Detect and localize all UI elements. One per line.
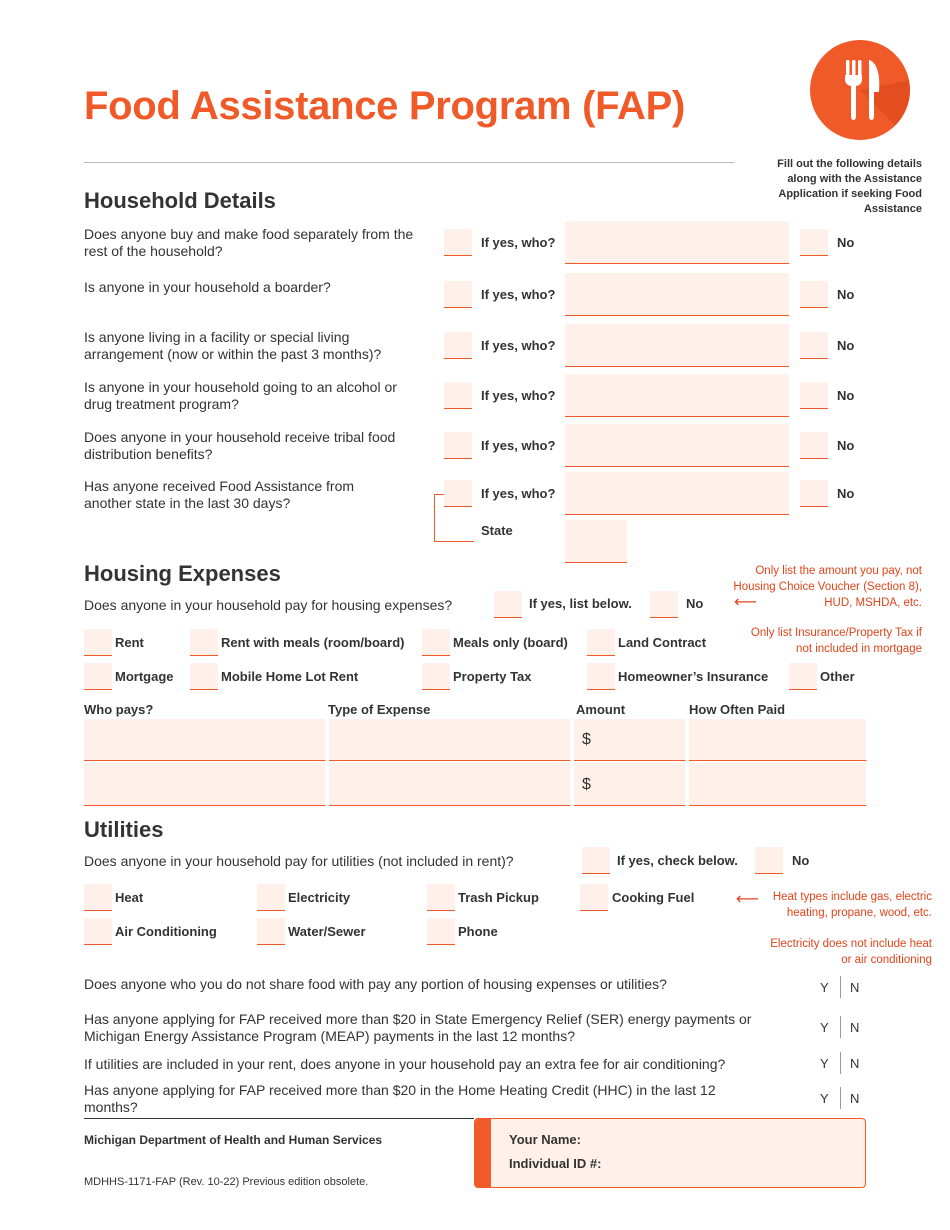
homeowners-insurance-checkbox[interactable] xyxy=(587,663,615,690)
household-q6-yes-checkbox[interactable] xyxy=(444,480,472,507)
household-q2-yes-checkbox[interactable] xyxy=(444,281,472,308)
department-name: Michigan Department of Health and Human Services xyxy=(84,1133,383,1147)
household-question-4: Is anyone in your household going to an alcohol or drug treatment program? xyxy=(84,379,397,412)
household-q5-who-field[interactable] xyxy=(565,424,789,467)
utilities-heading: Utilities xyxy=(84,817,164,842)
utilities-if-yes-label: If yes, check below. xyxy=(617,853,738,868)
your-name-label: Your Name: xyxy=(509,1132,581,1147)
individual-id-label: Individual ID #: xyxy=(509,1156,602,1171)
household-q6-who-field[interactable] xyxy=(565,472,789,515)
yes-option[interactable]: Y xyxy=(820,1091,829,1106)
housing-no-checkbox[interactable] xyxy=(650,591,678,618)
if-yes-label: If yes, who? xyxy=(481,388,556,403)
state-bracket xyxy=(434,494,436,541)
other-label: Other xyxy=(820,669,855,684)
household-question-6: Has anyone received Food Assistance from another state in the last 30 days? xyxy=(84,478,355,511)
heat-checkbox[interactable] xyxy=(84,884,112,911)
yes-option[interactable]: Y xyxy=(820,1020,829,1035)
household-q3-who-field[interactable] xyxy=(565,324,789,367)
individual-id-field[interactable] xyxy=(615,1151,855,1173)
identity-box-accent xyxy=(475,1119,491,1187)
phone-checkbox[interactable] xyxy=(427,918,455,945)
mortgage-label: Mortgage xyxy=(115,669,174,684)
rent-label: Rent xyxy=(115,635,144,650)
if-yes-label: If yes, who? xyxy=(481,338,556,353)
rent-with-meals-checkbox[interactable] xyxy=(190,629,218,656)
type-of-expense-header: Type of Expense xyxy=(328,702,431,717)
household-q1-yes-checkbox[interactable] xyxy=(444,229,472,256)
trash-pickup-label: Trash Pickup xyxy=(458,890,539,905)
mobile-home-lot-rent-label: Mobile Home Lot Rent xyxy=(221,669,359,684)
household-question-1: Does anyone buy and make food separately from the rest of the household? xyxy=(84,226,414,259)
identity-box xyxy=(474,1118,866,1188)
other-checkbox[interactable] xyxy=(789,663,817,690)
if-yes-label: If yes, who? xyxy=(481,235,556,250)
housing-question: Does anyone in your household pay for housing expenses? xyxy=(84,597,453,613)
cooking-fuel-label: Cooking Fuel xyxy=(612,890,695,905)
yn-question-3: If utilities are included in your rent, does anyone in your household pay an extra fee for air conditioning? xyxy=(84,1056,726,1072)
yn-question-2: Has anyone applying for FAP received more than $20 in State Emergency Relief (SER) energy payments or Michigan Energy Assistance Program (MEAP) payments in the last 12 months? xyxy=(84,1011,752,1044)
footer-divider xyxy=(84,1118,474,1119)
household-q4-who-field[interactable] xyxy=(565,374,789,417)
mobile-home-lot-rent-checkbox[interactable] xyxy=(190,663,218,690)
who-pays-field-2[interactable] xyxy=(84,763,326,806)
state-bracket-top xyxy=(434,494,444,495)
type-of-expense-field-2[interactable] xyxy=(329,763,571,806)
mortgage-checkbox[interactable] xyxy=(84,663,112,690)
how-often-paid-header: How Often Paid xyxy=(689,702,786,717)
utilities-no-checkbox[interactable] xyxy=(755,847,783,874)
meals-only-checkbox[interactable] xyxy=(422,629,450,656)
electricity-checkbox[interactable] xyxy=(257,884,285,911)
if-yes-label: If yes, who? xyxy=(481,438,556,453)
your-name-field[interactable] xyxy=(595,1127,855,1149)
page-title: Food Assistance Program (FAP) xyxy=(84,84,686,128)
homeowners-insurance-label: Homeowner’s Insurance xyxy=(618,669,769,684)
housing-note-insurance: Only list Insurance/Property Tax if not included in mortgage xyxy=(750,627,922,655)
land-contract-label: Land Contract xyxy=(618,635,707,650)
no-label: No xyxy=(837,287,855,302)
how-often-paid-field-2[interactable] xyxy=(689,763,867,806)
no-label: No xyxy=(837,235,855,250)
state-label: State xyxy=(481,523,513,538)
yes-option[interactable]: Y xyxy=(820,1056,829,1071)
water-sewer-checkbox[interactable] xyxy=(257,918,285,945)
housing-note-amount: Only list the amount you pay, not Housing Choice Voucher (Section 8), HUD, MSHDA, etc. xyxy=(733,565,922,609)
housing-no-label: No xyxy=(686,596,704,611)
yn-question-4: Has anyone applying for FAP received more than $20 in the Home Heating Credit (HHC) in the last 12 months? xyxy=(84,1082,716,1115)
air-conditioning-checkbox[interactable] xyxy=(84,918,112,945)
household-question-5: Does anyone in your household receive tribal food distribution benefits? xyxy=(84,429,396,462)
household-q5-yes-checkbox[interactable] xyxy=(444,432,472,459)
yn-separator xyxy=(840,1087,841,1109)
rent-checkbox[interactable] xyxy=(84,629,112,656)
yn-separator xyxy=(840,976,841,998)
fork-knife-icon xyxy=(810,40,910,140)
header-divider xyxy=(84,162,734,163)
household-q2-no-checkbox[interactable] xyxy=(800,281,828,308)
yn-question-1: Does anyone who you do not share food with pay any portion of housing expenses or utilities? xyxy=(84,976,667,992)
electricity-label: Electricity xyxy=(288,890,351,905)
property-tax-checkbox[interactable] xyxy=(422,663,450,690)
household-question-3: Is anyone living in a facility or special living arrangement (now or within the past 3 months)? xyxy=(84,329,382,362)
no-option[interactable]: N xyxy=(850,1056,860,1071)
household-q3-yes-checkbox[interactable] xyxy=(444,332,472,359)
utilities-no-label: No xyxy=(792,853,810,868)
who-pays-field-1[interactable] xyxy=(84,719,326,761)
household-q2-who-field[interactable] xyxy=(565,273,789,316)
yn-separator xyxy=(840,1016,841,1038)
arrow-left-icon: ⟵ xyxy=(736,891,759,908)
no-label: No xyxy=(837,338,855,353)
meals-only-label: Meals only (board) xyxy=(453,635,568,650)
yn-separator xyxy=(840,1052,841,1074)
currency-symbol: $ xyxy=(582,731,591,748)
electricity-note: Electricity does not include heat or air conditioning xyxy=(770,938,932,966)
no-option[interactable]: N xyxy=(850,1091,860,1106)
household-q4-no-checkbox[interactable] xyxy=(800,382,828,409)
heat-types-note: Heat types include gas, electric heating, propane, wood, etc. xyxy=(772,891,932,919)
no-option[interactable]: N xyxy=(850,980,860,995)
property-tax-label: Property Tax xyxy=(453,669,532,684)
amount-header: Amount xyxy=(576,702,626,717)
trash-pickup-checkbox[interactable] xyxy=(427,884,455,911)
arrow-left-icon: ⟵ xyxy=(734,594,757,611)
type-of-expense-field-1[interactable] xyxy=(329,719,571,761)
phone-label: Phone xyxy=(458,924,498,939)
household-question-2: Is anyone in your household a boarder? xyxy=(84,279,331,295)
yes-option[interactable]: Y xyxy=(820,980,829,995)
no-label: No xyxy=(837,388,855,403)
utilities-yes-checkbox[interactable] xyxy=(582,847,610,874)
housing-yes-checkbox[interactable] xyxy=(494,591,522,618)
if-yes-label: If yes, who? xyxy=(481,486,556,501)
utilities-question: Does anyone in your household pay for utilities (not included in rent)? xyxy=(84,853,514,869)
household-q1-who-field[interactable] xyxy=(565,221,789,264)
instructions-note: Fill out the following details along with the Assistance Application if seeking Food Assistance xyxy=(777,158,922,215)
household-q3-no-checkbox[interactable] xyxy=(800,332,828,359)
air-conditioning-label: Air Conditioning xyxy=(115,924,217,939)
no-label: No xyxy=(837,438,855,453)
household-q1-no-checkbox[interactable] xyxy=(800,229,828,256)
rent-with-meals-label: Rent with meals (room/board) xyxy=(221,635,405,650)
household-q4-yes-checkbox[interactable] xyxy=(444,382,472,409)
housing-heading: Housing Expenses xyxy=(84,561,281,586)
state-field[interactable] xyxy=(565,520,627,563)
water-sewer-label: Water/Sewer xyxy=(288,924,366,939)
household-q6-no-checkbox[interactable] xyxy=(800,480,828,507)
housing-if-yes-label: If yes, list below. xyxy=(529,596,632,611)
land-contract-checkbox[interactable] xyxy=(587,629,615,656)
no-label: No xyxy=(837,486,855,501)
form-id: MDHHS-1171-FAP (Rev. 10-22) Previous edition obsolete. xyxy=(84,1176,369,1188)
if-yes-label: If yes, who? xyxy=(481,287,556,302)
no-option[interactable]: N xyxy=(850,1020,860,1035)
state-bracket-bottom xyxy=(434,541,474,542)
who-pays-header: Who pays? xyxy=(84,702,154,717)
how-often-paid-field-1[interactable] xyxy=(689,719,867,761)
household-heading: Household Details xyxy=(84,188,276,213)
household-q5-no-checkbox[interactable] xyxy=(800,432,828,459)
heat-label: Heat xyxy=(115,890,144,905)
cooking-fuel-checkbox[interactable] xyxy=(580,884,608,911)
currency-symbol: $ xyxy=(582,776,591,793)
